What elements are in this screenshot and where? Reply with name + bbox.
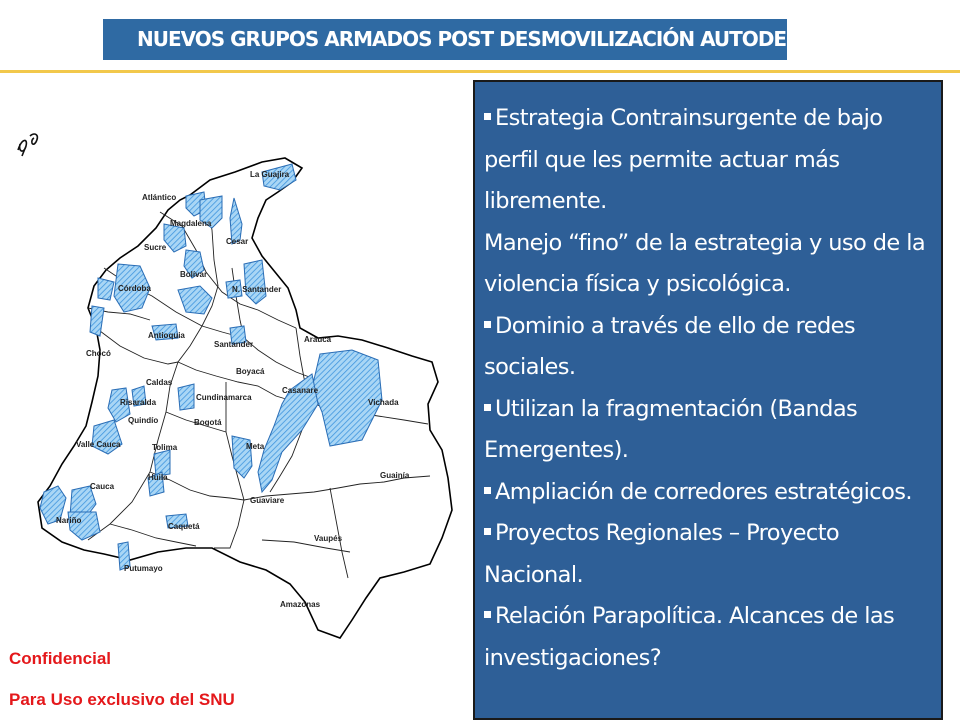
confidential-label: Confidencial <box>9 649 112 668</box>
bullet-item: Estrategia Contrainsurgente de bajo perfil que les permite actuar más libremente. <box>484 105 883 214</box>
label-magdalena: Magdalena <box>170 219 212 228</box>
label-quindio: Quindío <box>128 416 159 425</box>
label-meta: Meta <box>246 442 265 451</box>
label-n-santander: N. Santander <box>232 285 282 294</box>
scribble-mark <box>18 134 37 156</box>
square-bullet-icon <box>484 487 491 494</box>
label-cauca: Cauca <box>90 482 115 491</box>
gold-divider <box>0 70 960 73</box>
label-putumayo: Putumayo <box>124 564 163 573</box>
bullet-item: Relación Parapolítica. Alcances de las investigaciones? <box>484 603 895 671</box>
label-narino: Nariño <box>56 516 82 525</box>
zone-cundinamarca <box>178 384 194 410</box>
label-sucre: Sucre <box>144 243 167 252</box>
label-valle-cauca: Valle Cauca <box>76 440 121 449</box>
label-cesar: Cesar <box>226 237 249 246</box>
label-cordoba: Córdoba <box>118 284 151 293</box>
bullet-item: Dominio a través de ello de redes sociales. <box>484 312 855 380</box>
label-arauca: Arauca <box>304 335 332 344</box>
square-bullet-icon <box>484 528 491 535</box>
label-bogota: Bogotá <box>194 418 222 427</box>
label-vaupes: Vaupés <box>314 534 343 543</box>
label-huila: Huila <box>148 473 168 482</box>
slide-title: NUEVOS GRUPOS ARMADOS POST DESMOVILIZACIÓN AUTODEFENSAS <box>103 19 787 60</box>
label-boyaca: Boyacá <box>236 367 265 376</box>
label-la-guajira: La Guajira <box>250 170 290 179</box>
square-bullet-icon <box>484 404 491 411</box>
label-santander: Santander <box>214 340 254 349</box>
label-choco: Chocó <box>86 349 111 358</box>
label-casanare: Casanare <box>282 386 319 395</box>
colombia-map-svg <box>0 100 480 640</box>
label-caqueta: Caquetá <box>168 522 200 531</box>
label-risaralda: Risaralda <box>120 398 157 407</box>
label-atlantico: Atlántico <box>142 193 177 202</box>
content-panel <box>473 80 943 720</box>
label-tolima: Tolima <box>152 443 178 452</box>
bullet-item: Ampliación de corredores estratégicos. <box>484 472 931 514</box>
label-bolivar: Bolívar <box>180 270 208 279</box>
square-bullet-icon <box>484 113 491 120</box>
label-vichada: Vichada <box>368 398 399 407</box>
bullet-list <box>475 82 941 679</box>
square-bullet-icon <box>484 321 491 328</box>
label-guaviare: Guaviare <box>250 496 285 505</box>
label-guainia: Guainía <box>380 471 410 480</box>
paragraph-item: Manejo “fino” de la estrategia y uso de la violencia física y psicológica. <box>484 229 926 297</box>
square-bullet-icon <box>484 611 491 618</box>
label-caldas: Caldas <box>146 378 173 387</box>
label-amazonas: Amazonas <box>280 600 321 609</box>
label-cundinamarca: Cundinamarca <box>196 393 252 402</box>
colombia-map <box>0 100 480 640</box>
bullet-item: Proyectos Regionales – Proyecto Nacional. <box>484 520 840 588</box>
bullet-item: Utilizan la fragmentación (Bandas Emergentes). <box>484 395 858 463</box>
label-antioquia: Antioquia <box>148 331 185 340</box>
exclusive-use-label: Para Uso exclusivo del SNU <box>9 690 235 709</box>
